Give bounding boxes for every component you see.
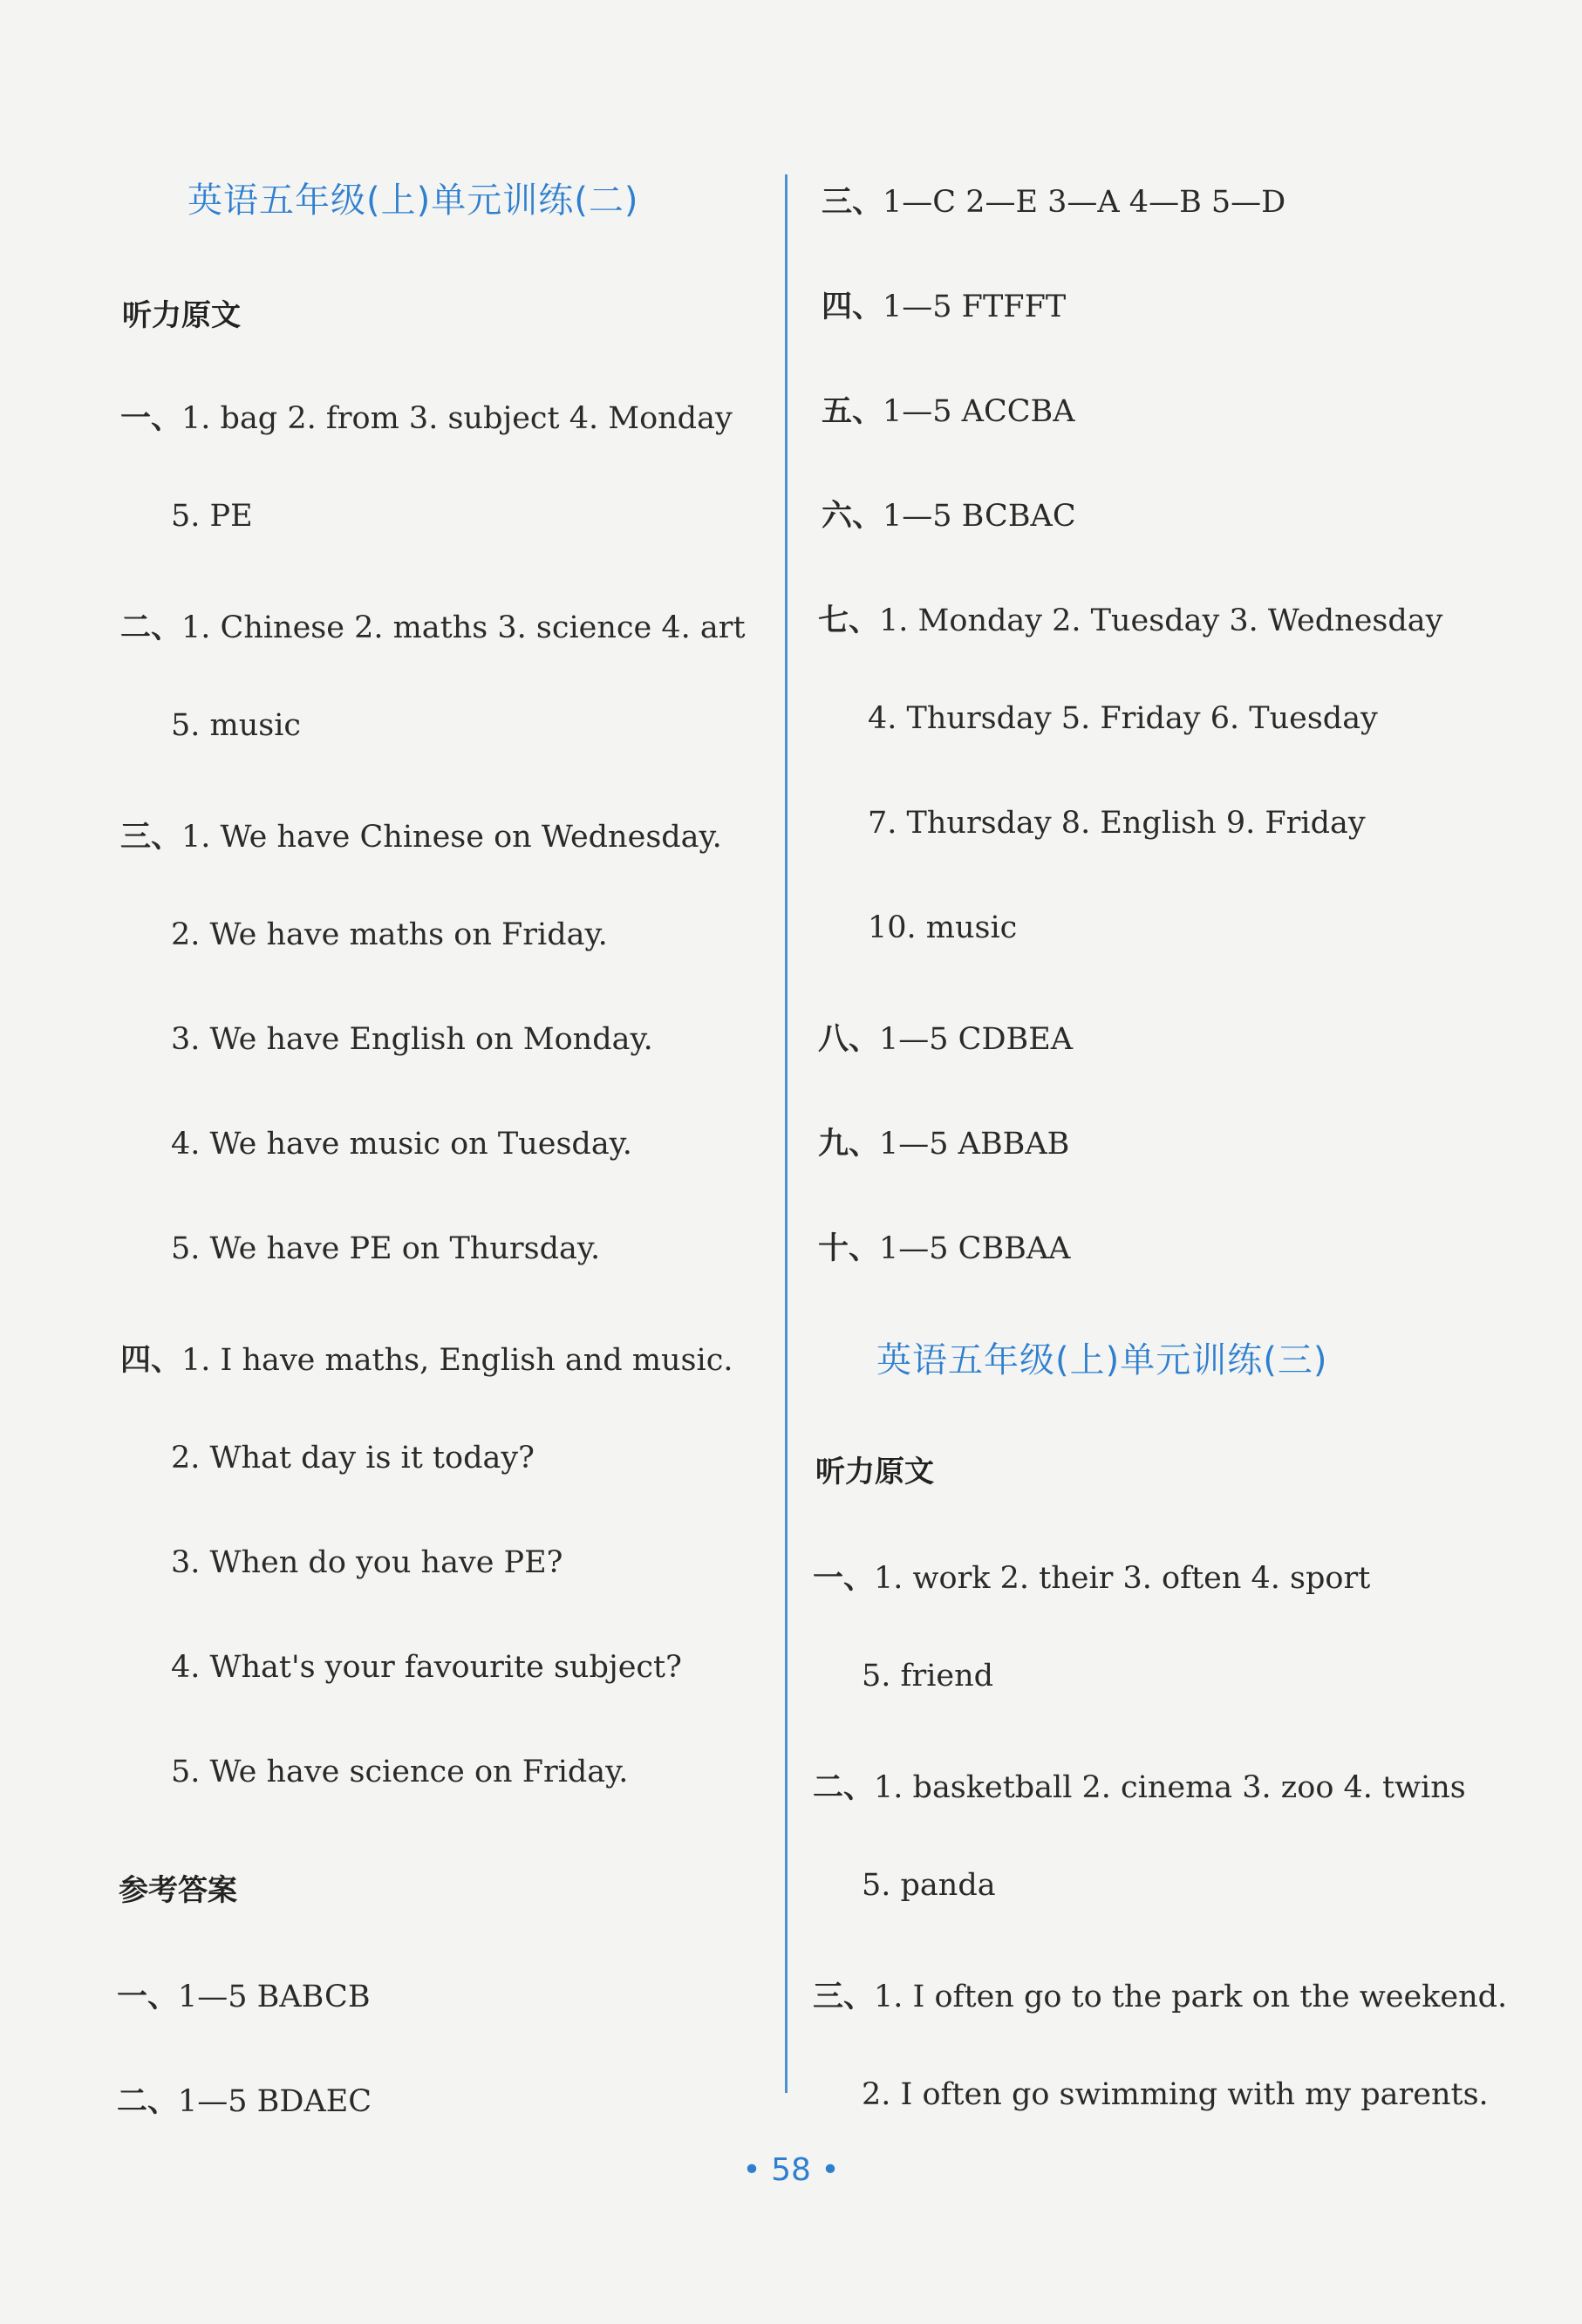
list-item: 4. Thursday 5. Friday 6. Tuesday — [868, 701, 1378, 736]
list-item: 七、1. Monday 2. Tuesday 3. Wednesday — [818, 603, 1443, 638]
list-item: 3. We have English on Monday. — [171, 1022, 653, 1057]
list-item: 5. panda — [862, 1868, 996, 1903]
list-item: 九、1—5 ABBAB — [818, 1127, 1070, 1162]
list-item: 5. friend — [862, 1659, 994, 1694]
unit-3-title: 英语五年级(上)单元训练(三) — [876, 1340, 1328, 1380]
list-item: 二、1. basketball 2. cinema 3. zoo 4. twins — [813, 1770, 1466, 1805]
unit-2-answers-heading: 参考答案 — [119, 1873, 237, 1908]
unit-2-title: 英语五年级(上)单元训练(二) — [188, 181, 639, 221]
list-item: 2. What day is it today? — [171, 1441, 535, 1476]
list-item: 三、1. I often go to the park on the weekend. — [813, 1980, 1508, 2014]
list-item: 三、1—C 2—E 3—A 4—B 5—D — [822, 185, 1286, 220]
list-item: 2. I often go swimming with my parents. — [862, 2077, 1489, 2112]
list-item: 3. When do you have PE? — [171, 1545, 563, 1580]
list-item: 三、1. We have Chinese on Wednesday. — [120, 820, 722, 855]
list-item: 一、1—5 BABCB — [117, 1980, 371, 2014]
unit-3-listening-heading: 听力原文 — [815, 1455, 934, 1489]
page-number: • 58 • — [742, 2152, 840, 2188]
list-item: 二、1—5 BDAEC — [117, 2084, 372, 2119]
list-item: 八、1—5 CDBEA — [818, 1022, 1074, 1057]
list-item: 4. We have music on Tuesday. — [171, 1127, 632, 1162]
list-item: 二、1. Chinese 2. maths 3. science 4. art — [120, 610, 746, 645]
list-item: 5. PE — [171, 499, 253, 534]
list-item: 四、1. I have maths, English and music. — [120, 1343, 733, 1378]
list-item: 10. music — [868, 910, 1018, 945]
list-item: 2. We have maths on Friday. — [171, 917, 608, 952]
list-item: 四、1—5 FTFFT — [822, 290, 1067, 324]
list-item: 7. Thursday 8. English 9. Friday — [868, 806, 1366, 841]
list-item: 5. music — [171, 708, 302, 743]
column-divider — [785, 174, 788, 2093]
list-item: 4. What's your favourite subject? — [171, 1650, 682, 1685]
list-item: 一、1. work 2. their 3. often 4. sport — [813, 1561, 1371, 1596]
list-item: 六、1—5 BCBAC — [822, 499, 1076, 534]
list-item: 5. We have science on Friday. — [171, 1755, 629, 1789]
list-item: 五、1—5 ACCBA — [822, 394, 1075, 429]
list-item: 一、1. bag 2. from 3. subject 4. Monday — [120, 401, 733, 436]
list-item: 5. We have PE on Thursday. — [171, 1231, 601, 1266]
unit-2-listening-heading: 听力原文 — [122, 298, 241, 333]
list-item: 十、1—5 CBBAA — [818, 1231, 1071, 1266]
